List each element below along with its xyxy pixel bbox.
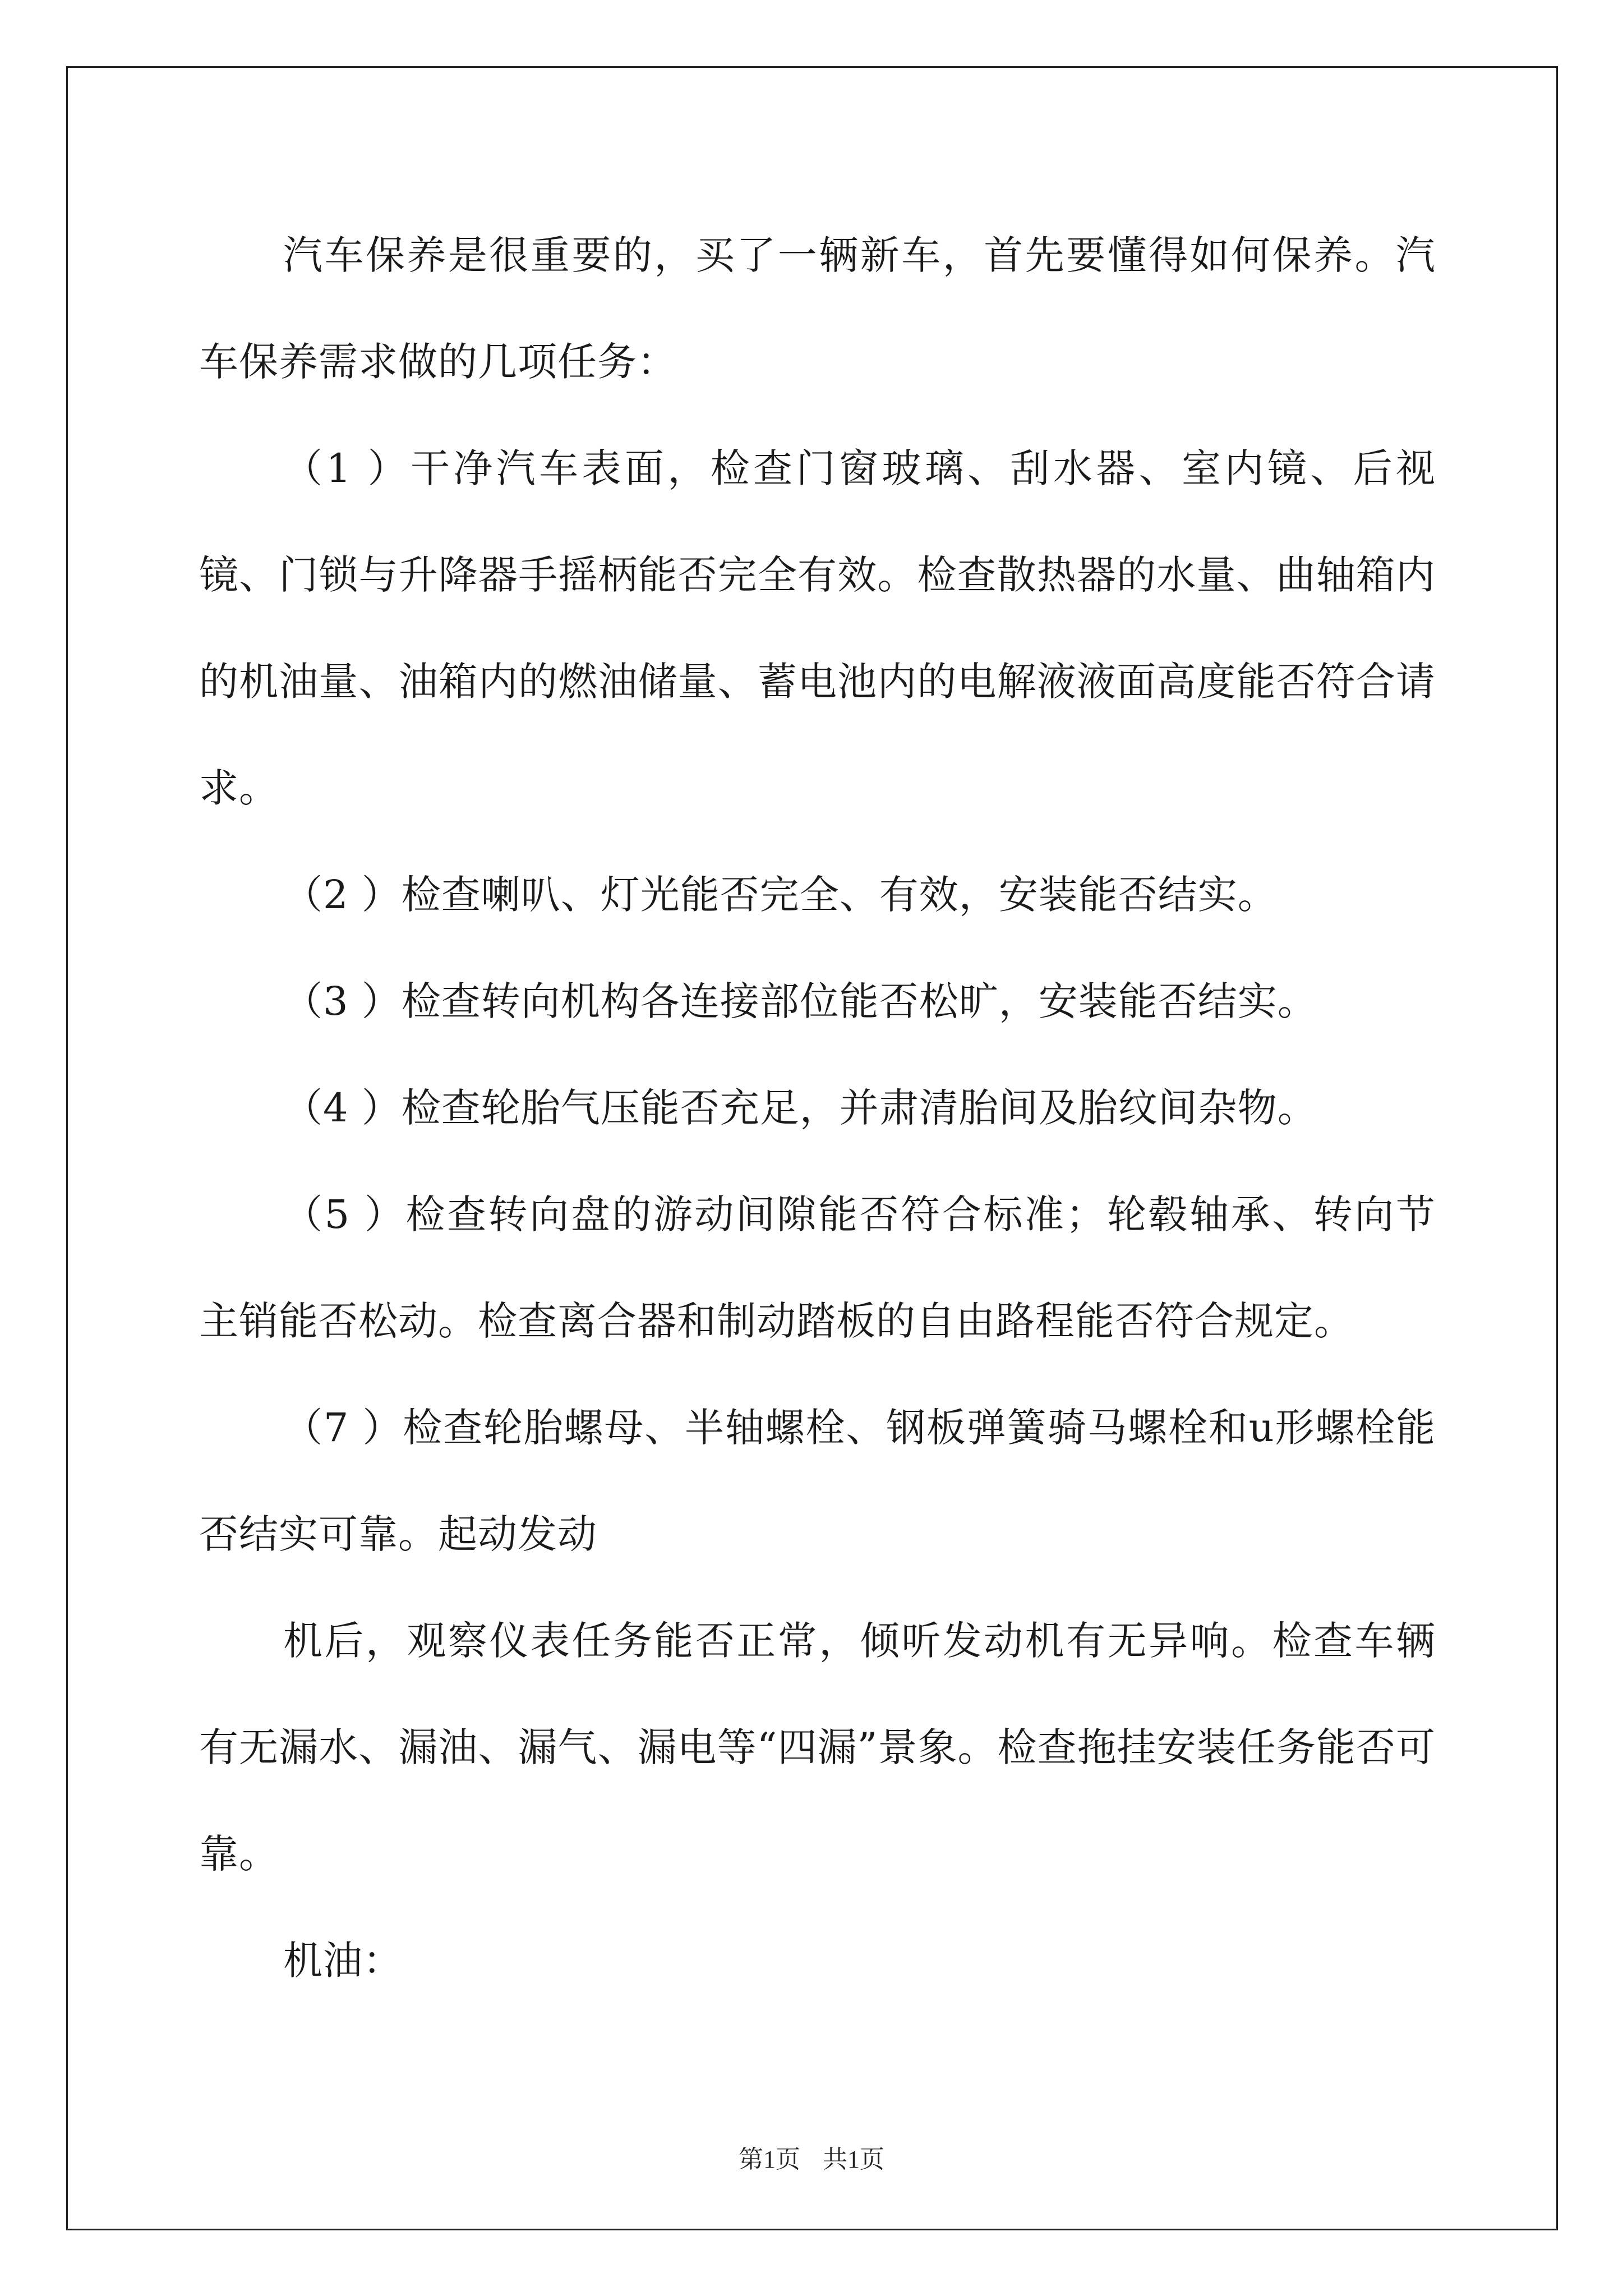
page-number-total: 共1页 — [823, 2146, 884, 2173]
paragraph-item-7: （7 ）检查轮胎螺母、半轴螺栓、钢板弹簧骑马螺栓和u形螺栓能否结实可靠。起动发动 — [199, 1405, 1436, 1557]
page-footer — [0, 2143, 1623, 2177]
paragraph-item-1: （1 ）干净汽车表面，检查门窗玻璃、刮水器、室内镜、后视镜、门锁与升降器手摇柄能否完全有效。检查散热器的水量、曲轴箱内的机油量、油箱内的燃油储量、蓄电池内的电解液液面高度能否符合请求。 — [199, 445, 1436, 811]
page-number-current: 第1页 — [739, 2146, 800, 2173]
paragraph-item-5: （5 ）检查转向盘的游动间隙能否符合标准；轮毂轴承、转向节主销能否松动。检查离合器和制动踏板的自由路程能否符合规定。 — [199, 1191, 1436, 1344]
paragraph-engine-check: 机后，观察仪表任务能否正常，倾听发动机有无异响。检查车辆有无漏水、漏油、漏气、漏电等“四漏”景象。检查拖挂安装任务能否可靠。 — [199, 1618, 1436, 1877]
paragraph-intro: 汽车保养是很重要的，买了一辆新车，首先要懂得如何保养。汽车保养需求做的几项任务： — [199, 232, 1436, 385]
paragraph-item-2: （2 ）检查喇叭、灯光能否完全、有效，安装能否结实。 — [283, 872, 1278, 918]
paragraph-item-4: （4 ）检查轮胎气压能否充足，并肃清胎间及胎纹间杂物。 — [283, 1085, 1317, 1131]
paragraph-item-3: （3 ）检查转向机构各连接部位能否松旷，安装能否结实。 — [283, 978, 1317, 1024]
paragraph-oil-heading: 机油： — [283, 1938, 403, 1984]
document-body — [199, 202, 1436, 2014]
